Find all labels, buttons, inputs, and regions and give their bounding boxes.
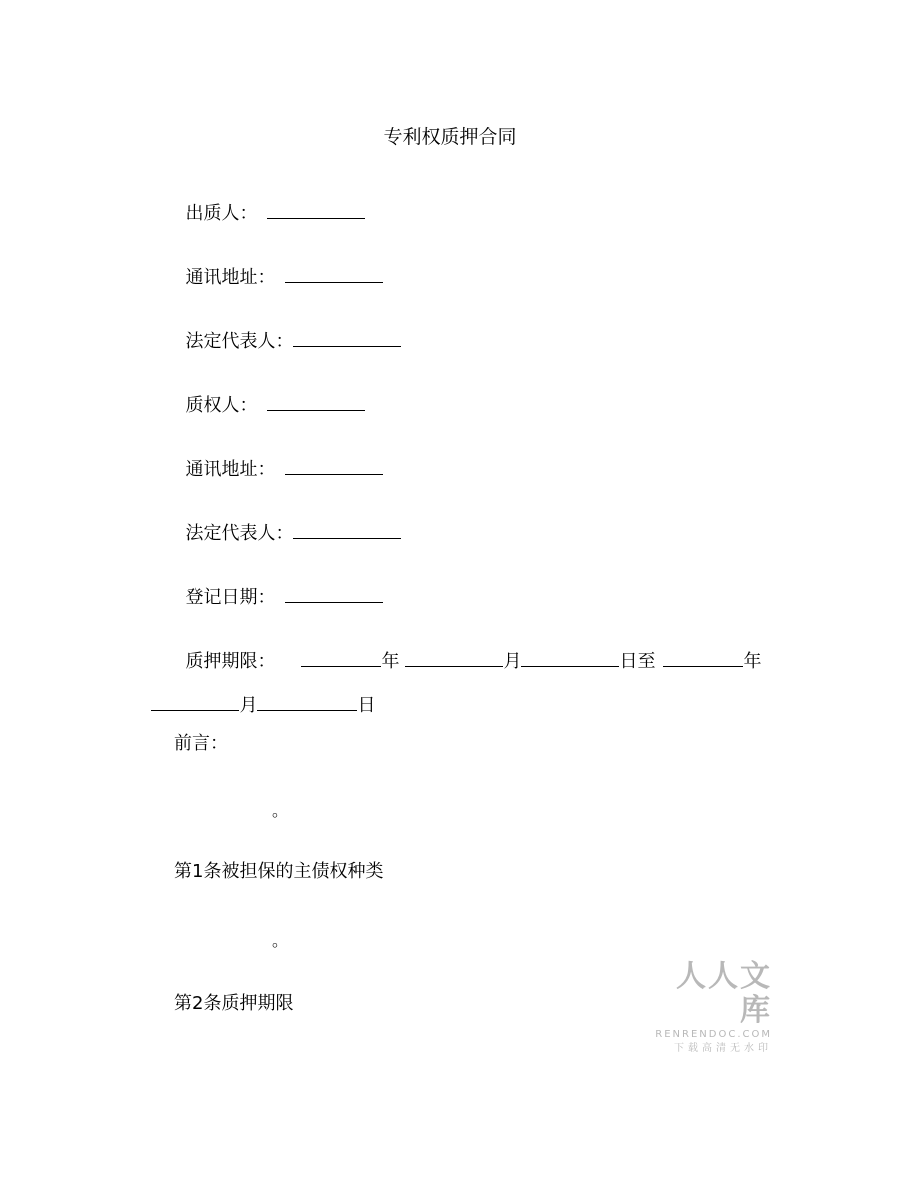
pledgor-address-label: 通讯地址：	[185, 267, 276, 288]
pledgee-representative-label: 法定代表人：	[185, 523, 294, 544]
pledgee-representative-line	[174, 496, 401, 546]
watermark-brand: 人人文库	[676, 959, 772, 1028]
preface-period-mark: 。	[272, 801, 289, 820]
day-to-text: 日至	[619, 651, 656, 672]
month2-text: 月	[239, 695, 258, 716]
end-month-blank	[151, 692, 239, 711]
pledgee-blank	[267, 392, 365, 411]
day2-text: 日	[357, 695, 376, 716]
preface-heading: 前言：	[174, 733, 228, 754]
start-month-blank	[405, 648, 503, 667]
pledgor-representative-blank	[293, 328, 401, 347]
pledgor-address-line	[174, 240, 383, 290]
pledgor-label: 出质人：	[185, 203, 258, 224]
pledge-period-continuation	[140, 668, 375, 718]
month-text: 月	[503, 651, 522, 672]
watermark-site: RENRENDOC.COM	[655, 1029, 772, 1040]
pledgor-representative-label: 法定代表人：	[185, 331, 294, 352]
registration-date-blank	[285, 584, 383, 603]
pledgor-address-blank	[285, 264, 383, 283]
start-year-blank	[301, 648, 381, 667]
article-1-heading: 第1条被担保的主债权种类	[174, 861, 384, 882]
pledgee-label: 质权人：	[185, 395, 258, 416]
start-day-blank	[521, 648, 619, 667]
watermark-logo	[646, 960, 772, 1056]
pledgor-representative-line	[174, 304, 401, 354]
registration-date-line	[174, 560, 383, 610]
end-day-blank	[257, 692, 357, 711]
pledgee-address-line	[174, 432, 383, 482]
document-title: 专利权质押合同	[383, 126, 517, 148]
registration-date-label: 登记日期：	[185, 587, 276, 608]
pledgee-address-blank	[285, 456, 383, 475]
pledge-period-label: 质押期限：	[185, 651, 276, 672]
pledgor-line	[174, 176, 365, 226]
pledgee-line	[174, 368, 365, 418]
article-2-heading: 第2条质押期限	[174, 993, 294, 1014]
pledgee-representative-blank	[293, 520, 401, 539]
year-text: 年	[381, 651, 400, 672]
pledgor-blank	[267, 200, 365, 219]
watermark-tagline: 下载高清无水印	[674, 1043, 772, 1054]
pledgee-address-label: 通讯地址：	[185, 459, 276, 480]
year2-text: 年	[743, 651, 762, 672]
article-1-period-mark: 。	[272, 931, 289, 950]
end-year-blank	[663, 648, 743, 667]
pledge-period-line	[174, 624, 761, 674]
